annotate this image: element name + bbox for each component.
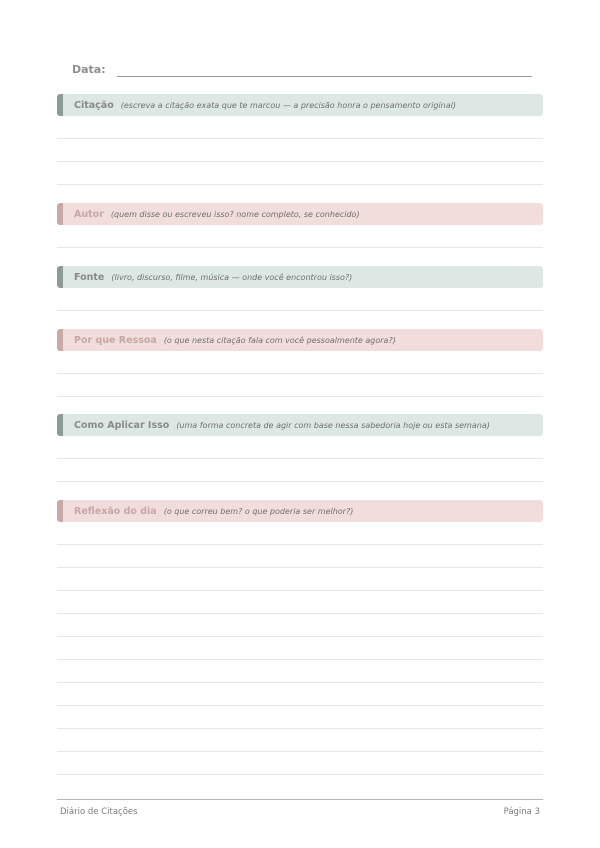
writing-line[interactable] <box>57 660 543 683</box>
date-input-line[interactable] <box>117 76 532 77</box>
writing-line[interactable] <box>57 545 543 568</box>
section-como-aplicar <box>57 414 543 482</box>
section-title: Citação <box>74 99 114 111</box>
section-por-que-ressoa <box>57 329 543 397</box>
section-title: Reflexão do dia <box>74 505 157 517</box>
section-hint: (o que correu bem? o que poderia ser melhor?) <box>163 506 354 516</box>
section-title: Autor <box>74 208 104 220</box>
writing-line[interactable] <box>57 729 543 752</box>
writing-line[interactable] <box>57 436 543 459</box>
writing-line[interactable] <box>57 116 543 139</box>
writing-line[interactable] <box>57 225 543 248</box>
section-hint: (livro, discurso, filme, música — onde você encontrou isso?) <box>111 272 353 282</box>
section-hint: (o que nesta citação fala com você pessoalmente agora?) <box>163 335 396 345</box>
footer-page-number: Página 3 <box>503 807 540 817</box>
footer-journal-title: Diário de Citações <box>60 807 138 817</box>
writing-lines[interactable] <box>57 351 543 397</box>
section-fonte <box>57 266 543 311</box>
section-accent-bar <box>57 266 63 288</box>
section-header-autor <box>57 203 543 225</box>
section-hint: (uma forma concreta de agir com base nessa sabedoria hoje ou esta semana) <box>176 420 490 430</box>
section-title: Por que Ressoa <box>74 334 157 346</box>
writing-line[interactable] <box>57 374 543 397</box>
section-header-reflexao <box>57 500 543 522</box>
writing-line[interactable] <box>57 706 543 729</box>
section-reflexao <box>57 500 543 775</box>
section-autor <box>57 203 543 248</box>
writing-lines[interactable] <box>57 225 543 248</box>
section-title: Como Aplicar Isso <box>74 419 170 431</box>
section-header-citacao <box>57 94 543 116</box>
writing-lines[interactable] <box>57 436 543 482</box>
writing-line[interactable] <box>57 522 543 545</box>
section-accent-bar <box>57 94 63 116</box>
section-header-por-que-ressoa <box>57 329 543 351</box>
section-accent-bar <box>57 329 63 351</box>
writing-line[interactable] <box>57 139 543 162</box>
writing-line[interactable] <box>57 288 543 311</box>
footer-divider <box>57 799 543 800</box>
writing-lines[interactable] <box>57 288 543 311</box>
writing-line[interactable] <box>57 459 543 482</box>
section-accent-bar <box>57 414 63 436</box>
section-header-como-aplicar <box>57 414 543 436</box>
writing-line[interactable] <box>57 568 543 591</box>
date-row <box>72 63 532 79</box>
date-label: Data: <box>72 63 106 76</box>
section-title: Fonte <box>74 271 105 283</box>
writing-line[interactable] <box>57 614 543 637</box>
writing-lines[interactable] <box>57 116 543 185</box>
section-accent-bar <box>57 203 63 225</box>
writing-line[interactable] <box>57 752 543 775</box>
section-hint: (escreva a citação exata que te marcou — a precisão honra o pensamento original) <box>120 100 456 110</box>
writing-line[interactable] <box>57 591 543 614</box>
section-header-fonte <box>57 266 543 288</box>
writing-line[interactable] <box>57 637 543 660</box>
section-hint: (quem disse ou escreveu isso? nome completo, se conhecido) <box>110 209 360 219</box>
writing-line[interactable] <box>57 162 543 185</box>
writing-lines[interactable] <box>57 522 543 775</box>
section-accent-bar <box>57 500 63 522</box>
writing-line[interactable] <box>57 351 543 374</box>
writing-line[interactable] <box>57 683 543 706</box>
section-citacao <box>57 94 543 185</box>
